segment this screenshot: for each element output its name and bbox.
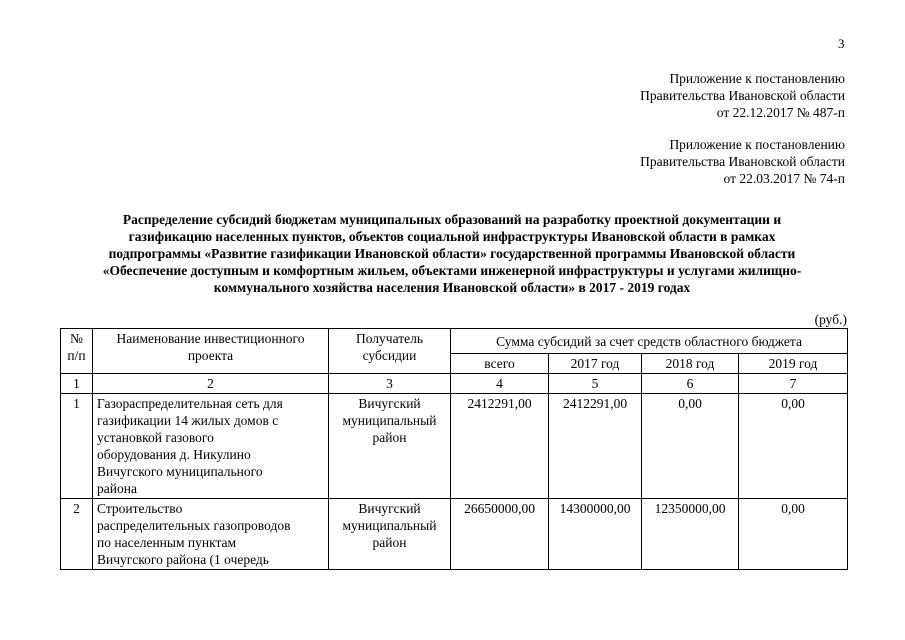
column-number: 6 bbox=[642, 374, 739, 394]
header-project-line2: проекта bbox=[187, 348, 234, 363]
row-2017: 2412291,00 bbox=[549, 394, 642, 499]
header-sum-group: Сумма субсидий за счет средств областного бюджета bbox=[451, 329, 848, 354]
row-2019: 0,00 bbox=[739, 499, 848, 570]
title-line1: Распределение субсидий бюджетам муниципальных образований на разработку проектной документации и bbox=[122, 212, 782, 227]
project-line: Газораспределительная сеть для bbox=[97, 396, 283, 411]
appendix-1-line1: Приложение к постановлению bbox=[669, 71, 845, 86]
header-2017: 2017 год bbox=[549, 354, 642, 374]
table-row bbox=[61, 394, 848, 499]
row-recipient bbox=[329, 394, 451, 499]
column-number: 2 bbox=[93, 374, 329, 394]
subsidies-table bbox=[60, 328, 848, 570]
column-number: 4 bbox=[451, 374, 549, 394]
row-num: 2 bbox=[61, 499, 93, 570]
header-project-line1: Наименование инвестиционного bbox=[116, 331, 305, 346]
recipient-line: муниципальный bbox=[342, 413, 437, 428]
header-recipient-line1: Получатель bbox=[355, 331, 424, 346]
title-line3: подпрограммы «Развитие газификации Ивановской области» государственной программы Ивановской области bbox=[108, 246, 796, 261]
page-number: 3 bbox=[838, 36, 845, 51]
column-number: 5 bbox=[549, 374, 642, 394]
column-number: 3 bbox=[329, 374, 451, 394]
row-2019: 0,00 bbox=[739, 394, 848, 499]
project-line: распределительных газопроводов bbox=[97, 518, 291, 533]
appendix-block-2 bbox=[640, 136, 845, 187]
currency-note: (руб.) bbox=[814, 312, 847, 327]
recipient-line: район bbox=[372, 535, 407, 550]
row-project bbox=[93, 499, 329, 570]
appendix-2-line3: от 22.03.2017 № 74-п bbox=[723, 171, 845, 186]
project-line: газификации 14 жилых домов с bbox=[97, 413, 279, 428]
project-line: района bbox=[97, 481, 137, 496]
column-number: 1 bbox=[61, 374, 93, 394]
header-total: всего bbox=[451, 354, 549, 374]
recipient-line: Вичугский bbox=[358, 396, 421, 411]
row-2018: 0,00 bbox=[642, 394, 739, 499]
header-num-line1: № bbox=[70, 331, 83, 346]
row-project bbox=[93, 394, 329, 499]
header-2019: 2019 год bbox=[739, 354, 848, 374]
appendix-1-line3: от 22.12.2017 № 487-п bbox=[716, 105, 845, 120]
project-line: Вичугского муниципального bbox=[97, 464, 263, 479]
title-line5: коммунального хозяйства населения Ивановской области» в 2017 - 2019 годах bbox=[213, 280, 691, 295]
header-num bbox=[61, 329, 93, 374]
row-num: 1 bbox=[61, 394, 93, 499]
appendix-2-line2: Правительства Ивановской области bbox=[640, 154, 845, 169]
row-total: 2412291,00 bbox=[451, 394, 549, 499]
row-2017: 14300000,00 bbox=[549, 499, 642, 570]
table-header-row-1 bbox=[61, 329, 848, 354]
title-line4: «Обеспечение доступным и комфортным жильем, объектами инженерной инфраструктуры и услугами жилищно- bbox=[102, 263, 802, 278]
column-number-row bbox=[61, 374, 848, 394]
recipient-line: Вичугский bbox=[358, 501, 421, 516]
project-line: Строительство bbox=[97, 501, 183, 516]
header-recipient bbox=[329, 329, 451, 374]
appendix-block-1 bbox=[640, 70, 845, 121]
header-project bbox=[93, 329, 329, 374]
header-num-line2: п/п bbox=[67, 348, 86, 363]
row-recipient bbox=[329, 499, 451, 570]
recipient-line: район bbox=[372, 430, 407, 445]
project-line: Вичугского района (1 очередь bbox=[97, 552, 269, 567]
row-2018: 12350000,00 bbox=[642, 499, 739, 570]
project-line: установкой газового bbox=[97, 430, 214, 445]
header-2018: 2018 год bbox=[642, 354, 739, 374]
project-line: по населенным пунктам bbox=[97, 535, 237, 550]
column-number: 7 bbox=[739, 374, 848, 394]
project-line: оборудования д. Никулино bbox=[97, 447, 251, 462]
header-recipient-line2: субсидии bbox=[362, 348, 417, 363]
row-total: 26650000,00 bbox=[451, 499, 549, 570]
document-title bbox=[52, 211, 852, 296]
appendix-2-line1: Приложение к постановлению bbox=[669, 137, 845, 152]
recipient-line: муниципальный bbox=[342, 518, 437, 533]
table-row bbox=[61, 499, 848, 570]
appendix-1-line2: Правительства Ивановской области bbox=[640, 88, 845, 103]
title-line2: газификацию населенных пунктов, объектов социальной инфраструктуры Ивановской области в рамках bbox=[128, 229, 776, 244]
